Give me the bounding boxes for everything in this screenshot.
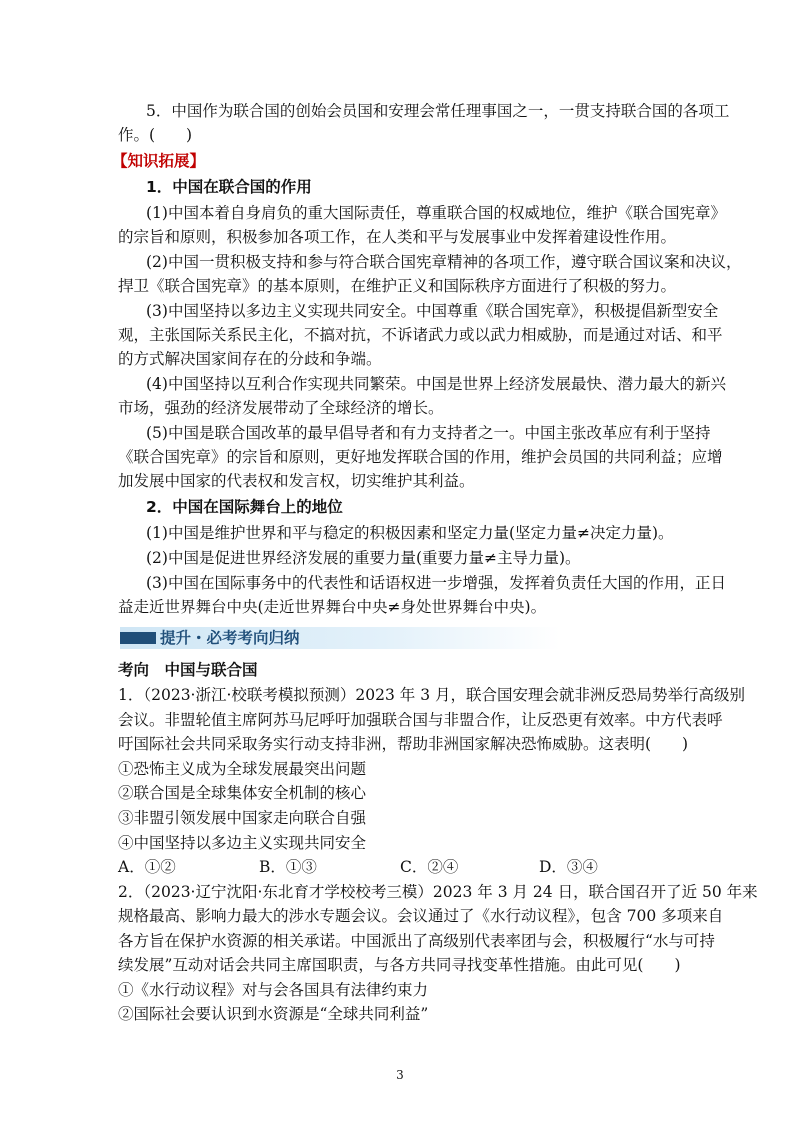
sec1-line: 的宗旨和原则，积极参加各项工作，在人类和平与发展事业中发挥着建设性作用。 [118, 228, 677, 246]
sec1-line: 捍卫《联合国宪章》的基本原则，在维护正义和国际秩序方面进行了积极的努力。 [118, 277, 677, 295]
q1-option: ③非盟引领发展中国家走向联合自强 [118, 809, 367, 827]
q1-option: ②联合国是全球集体安全机制的核心 [118, 784, 367, 802]
sec1-line: (2)中国一贯积极支持和参与符合联合国宪章精神的各项工作，遵守联合国议案和决议， [146, 253, 742, 271]
q1-line: 吁国际社会共同采取务实行动支持非洲，帮助非洲国家解决恐怖威胁。这表明( ) [118, 735, 689, 753]
section-banner [120, 627, 560, 649]
sec1-line: 《联合国宪章》的宗旨和原则，更好地发挥联合国的作用，维护会员国的共同利益；应增 [118, 448, 723, 466]
sec1-line: (1)中国本着自身肩负的重大国际责任，尊重联合国的权威地位，维护《联合国宪章》 [146, 204, 726, 222]
sec1-line: (4)中国坚持以互利合作实现共同繁荣。中国是世界上经济发展最快、潜力最大的新兴 [146, 375, 726, 393]
q1-option: ④中国坚持以多边主义实现共同安全 [118, 834, 367, 852]
q2-line: 规格最高、影响力最大的涉水专题会议。会议通过了《水行动议程》，包含 700 多项来自 [118, 907, 724, 925]
knowledge-extension-title: 【知识拓展】 [112, 152, 206, 170]
q1-choice-d: D．③④ [539, 858, 598, 876]
q2-option: ②国际社会要认识到水资源是“全球共同利益” [118, 1005, 429, 1023]
q2-option: ①《水行动议程》对与会各国具有法律约束力 [118, 981, 429, 999]
sec1-line: 的方式解决国家间存在的分歧和争端。 [118, 350, 382, 368]
section-1-title: 1．中国在联合国的作用 [146, 178, 312, 196]
q1-line: 会议。非盟轮值主席阿苏马尼呼吁加强联合国与非盟合作，让反恐更有效率。中方代表呼 [118, 711, 723, 729]
sec1-line: 市场，强劲的经济发展带动了全球经济的增长。 [118, 399, 444, 417]
banner-title: 提升・必考考向归纳 [160, 629, 300, 647]
q5-line-1: 5．中国作为联合国的创始会员国和安理会常任理事国之一，一贯支持联合国的各项工 [146, 102, 730, 120]
q1-choice-b: B．①③ [259, 858, 317, 876]
sec2-line: (3)中国在国际事务中的代表性和话语权进一步增强，发挥着负责任大国的作用，正日 [146, 574, 726, 592]
sec1-line: (5)中国是联合国改革的最早倡导者和有力支持者之一。中国主张改革应有利于坚持 [146, 424, 711, 442]
q1-choice-c: C．②④ [400, 858, 459, 876]
q2-line: 2．（2023·辽宁沈阳·东北育才学校校考三模）2023 年 3 月 24 日，联合国召开了近 50 年来 [118, 883, 758, 901]
sec1-line: 加发展中国家的代表权和发言权，切实维护其利益。 [118, 472, 475, 490]
q1-line: 1．（2023·浙江·校联考模拟预测）2023 年 3 月，联合国安理会就非洲反恐局势举行高级别 [118, 686, 746, 704]
sec2-line: 益走近世界舞台中央(走近世界舞台中央≠身处世界舞台中央)。 [118, 598, 547, 616]
q1-choice-a: A．①② [118, 858, 176, 876]
sec2-line: (1)中国是维护世界和平与稳定的积极因素和坚定力量(坚定力量≠决定力量)。 [146, 524, 674, 542]
banner-accent-bar [120, 632, 156, 644]
q2-line: 续发展”互动对话会共同主席国职责，与各方共同寻找变革性措施。由此可见( ) [118, 956, 681, 974]
page-number: 3 [396, 1068, 404, 1082]
q5-line-2: 作。( ) [118, 126, 193, 144]
sec1-line: 观，主张国际关系民主化，不搞对抗，不诉诸武力或以武力相威胁，而是通过对话、和平 [118, 326, 723, 344]
topic-title: 考向 中国与联合国 [118, 661, 258, 679]
section-2-title: 2．中国在国际舞台上的地位 [146, 498, 343, 516]
q1-option: ①恐怖主义成为全球发展最突出问题 [118, 760, 367, 778]
q2-line: 各方旨在保护水资源的相关承诺。中国派出了高级别代表率团与会，积极履行“水与可持 [118, 932, 715, 950]
sec1-line: (3)中国坚持以多边主义实现共同安全。中国尊重《联合国宪章》，积极提倡新型安全 [146, 302, 719, 320]
sec2-line: (2)中国是促进世界经济发展的重要力量(重要力量≠主导力量)。 [146, 549, 581, 567]
